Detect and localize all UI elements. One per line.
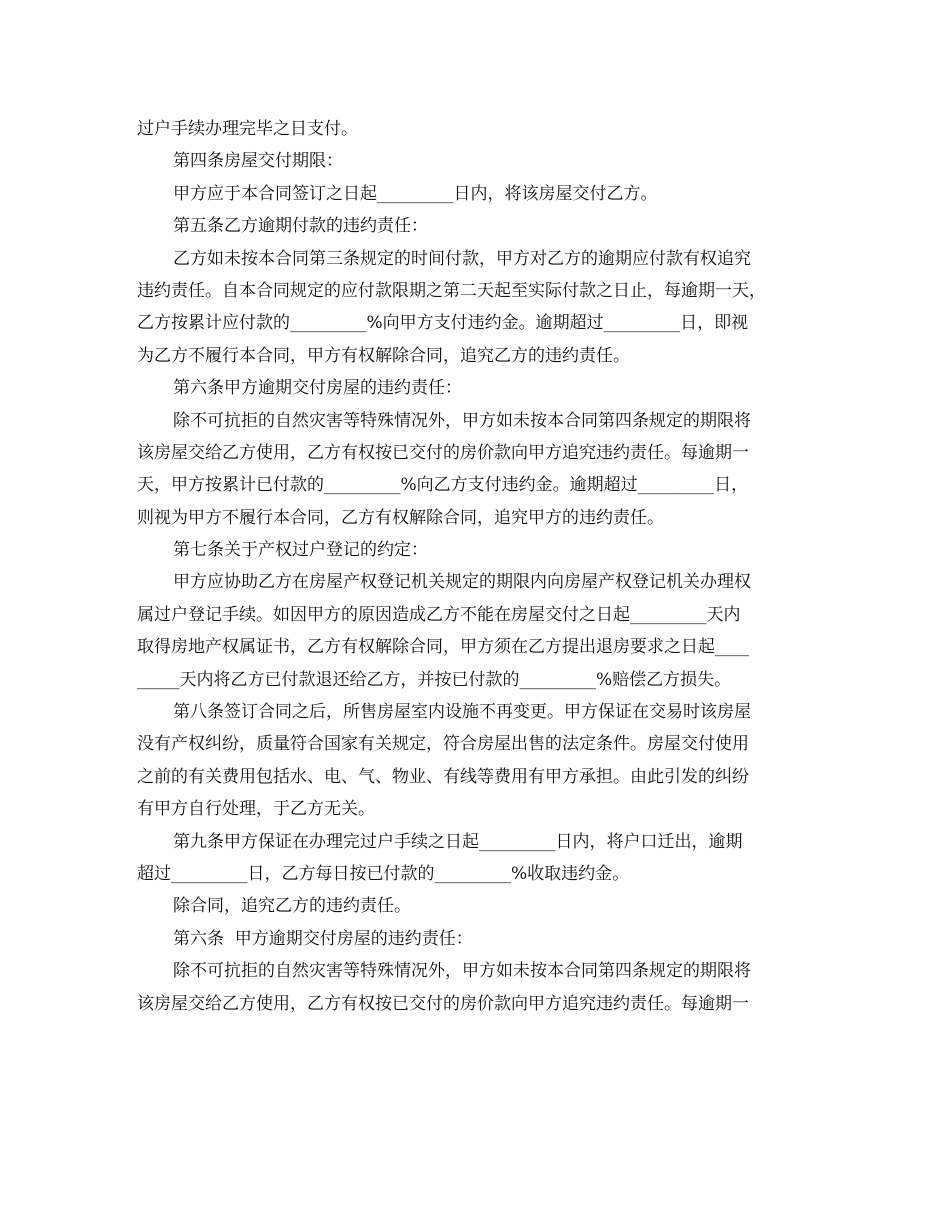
text-line: 甲方应于本合同签订之日起_________日内，将该房屋交付乙方。 [173, 183, 658, 204]
article-5-heading: 第五条乙方逾期付款的违约责任： [173, 216, 428, 237]
article-6-heading: 第六条甲方逾期交付房屋的违约责任： [173, 378, 462, 399]
article-7-heading: 第七条关于产权过户登记的约定： [173, 540, 428, 561]
article-4-heading: 第四条房屋交付期限： [173, 151, 343, 172]
text-line: 除合同，追究乙方的违约责任。 [173, 896, 411, 917]
text-line: 为乙方不履行本合同，甲方有权解除合同，追究乙方的违约责任。 [137, 345, 630, 366]
text-line: 除不可抗拒的自然灾害等特殊情况外，甲方如未按本合同第四条规定的期限将 [173, 410, 751, 431]
text-line: 除不可抗拒的自然灾害等特殊情况外，甲方如未按本合同第四条规定的期限将 [173, 961, 751, 982]
text-line: 则视为甲方不履行本合同，乙方有权解除合同，追究甲方的违约责任。 [137, 507, 664, 528]
text-line: 有甲方自行处理，于乙方无关。 [137, 799, 375, 820]
contract-text [137, 113, 815, 1020]
text-line: 乙方如未按本合同第三条规定的时间付款，甲方对乙方的逾期应付款有权追究 [173, 248, 751, 269]
text-line: 该房屋交给乙方使用，乙方有权按已交付的房价款向甲方追究违约责任。每逾期一 [137, 993, 749, 1014]
text-line: 乙方按累计应付款的_________%向甲方支付违约金。逾期超过_________日，即视 [137, 313, 749, 334]
text-line: 该房屋交给乙方使用，乙方有权按已交付的房价款向甲方追究违约责任。每逾期一 [137, 442, 749, 463]
text-line: 超过_________日，乙方每日按已付款的_________%收取违约金。 [137, 863, 630, 884]
article-8-paragraph: 第八条签订合同之后，所售房屋室内设施不再变更。甲方保证在交易时该房屋 [173, 702, 751, 723]
text-line: 没有产权纠纷，质量符合国家有关规定，符合房屋出售的法定条件。房屋交付使用 [137, 734, 749, 755]
text-line: 之前的有关费用包括水、电、气、物业、有线等费用有甲方承担。由此引发的纠纷 [137, 766, 749, 787]
text-line: 天，甲方按累计已付款的_________%向乙方支付违约金。逾期超过_________日， [137, 475, 749, 496]
article-9-paragraph: 第九条甲方保证在办理完过户手续之日起_________日内，将户口迁出，逾期 [173, 831, 743, 852]
text-line: _____天内将乙方已付款退还给乙方，并按已付款的_________%赔偿乙方损失。 [137, 669, 732, 690]
text-line: 属过户登记手续。如因甲方的原因造成乙方不能在房屋交付之日起_________天内 [137, 604, 741, 625]
text-line: 取得房地产权属证书，乙方有权解除合同，甲方须在乙方提出退房要求之日起____ [137, 637, 749, 658]
text-line: 过户手续办理完毕之日支付。 [137, 119, 358, 139]
text-line: 违约责任。自本合同规定的应付款限期之第二天起至实际付款之日止，每逾期一天， [137, 280, 766, 301]
article-6-heading-repeat: 第六条 甲方逾期交付房屋的违约责任： [173, 928, 473, 949]
text-line: 甲方应协助乙方在房屋产权登记机关规定的期限内向房屋产权登记机关办理权 [173, 572, 751, 593]
